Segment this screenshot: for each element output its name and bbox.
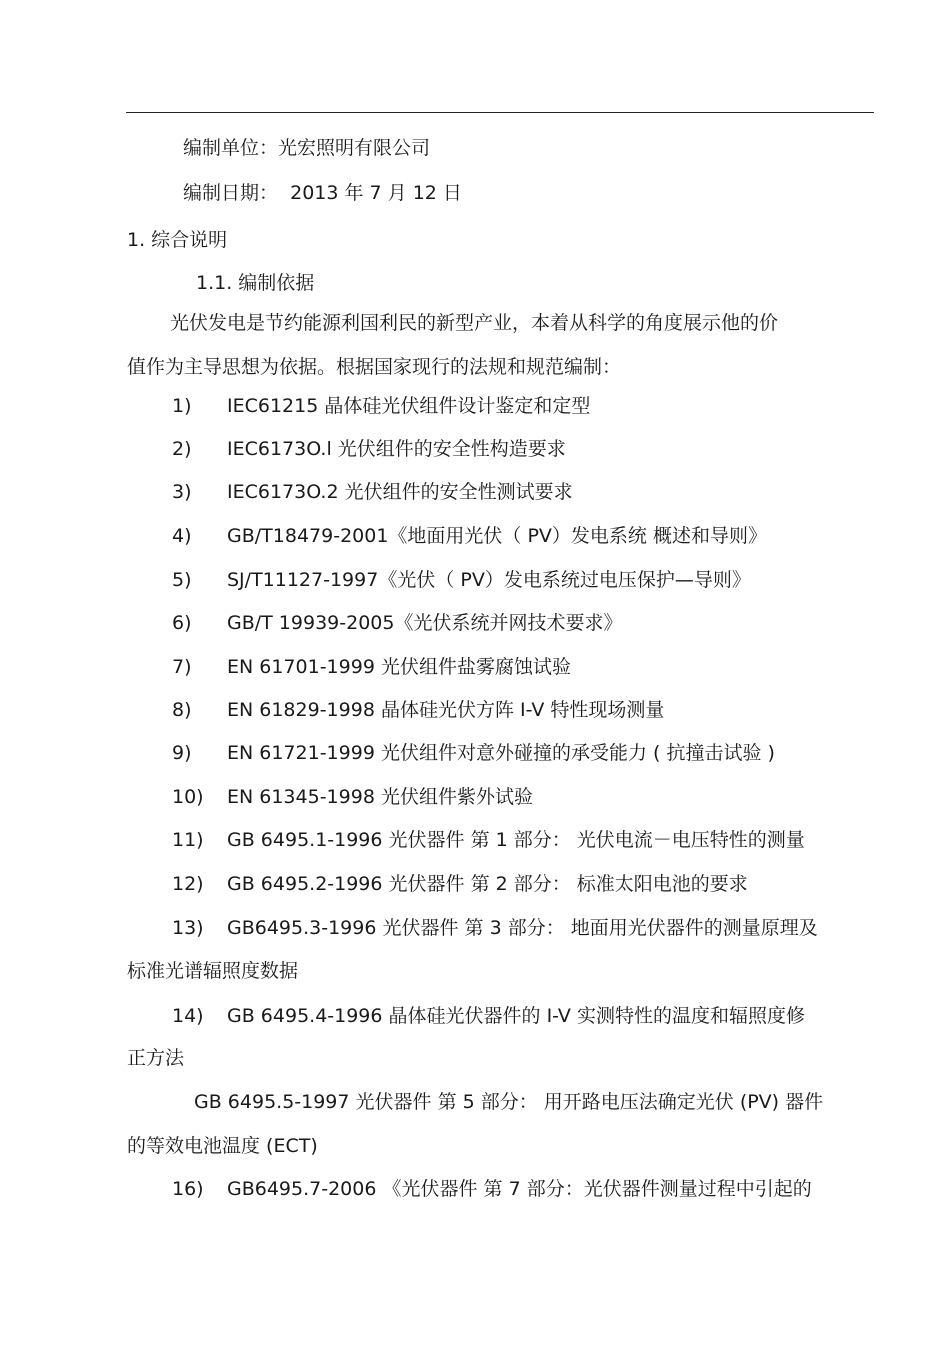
list-item-continuation: 标准光谱辐照度数据 [127,960,299,982]
compiler-unit-label: 编制单位： [183,137,279,159]
section-title: 1. 综合说明 [127,229,228,251]
list-item-text: GB 6495.5-1997 光伏器件 第 5 部分： 用开路电压法确定光伏 (PV) 器件 [194,1091,824,1113]
intro-line-1: 光伏发电是节约能源利国利民的新型产业，本着从科学的角度展示他的价 [170,312,779,334]
list-item-text: GB 6495.1-1996 光伏器件 第 1 部分： 光伏电流－电压特性的测量 [227,829,805,851]
list-item-number: 16) [172,1178,204,1200]
intro-line-2: 值作为主导思想为依据。根据国家现行的法规和规范编制： [127,356,622,378]
list-item-number: 12) [172,873,204,895]
list-item-text: EN 61721-1999 光伏组件对意外碰撞的承受能力 ( 抗撞击试验 ) [227,742,775,764]
list-item-number: 2) [172,438,192,460]
list-item-number: 11) [172,829,204,851]
list-item-text: GB6495.7-2006 《光伏器件 第 7 部分：光伏器件测量过程中引起的 [227,1178,812,1200]
compiler-unit-line [183,136,430,160]
list-item-text: GB 6495.4-1996 晶体硅光伏器件的 I-V 实测特性的温度和辐照度修 [227,1005,805,1027]
compile-date-line [183,181,462,205]
list-item-number: 7) [172,656,192,678]
list-item-number: 3) [172,481,192,503]
list-item-text: SJ/T11127-1997《光伏（ PV）发电系统过电压保护—导则》 [227,569,751,591]
list-item-text: GB/T 19939-2005《光伏系统并网技术要求》 [227,612,623,634]
list-item-number: 4) [172,525,192,547]
list-item-number: 14) [172,1005,204,1027]
list-item-continuation: 的等效电池温度 (ECT) [127,1135,318,1157]
list-item-text: EN 61701-1999 光伏组件盐雾腐蚀试验 [227,656,571,678]
list-item-text: EN 61345-1998 光伏组件紫外试验 [227,786,533,808]
compile-date-label: 编制日期： [183,182,279,204]
list-item-number: 13) [172,917,204,939]
header-rule [126,112,874,113]
subsection-title: 1.1. 编制依据 [196,272,315,294]
list-item-number: 5) [172,569,192,591]
list-item-text: IEC61215 晶体硅光伏组件设计鉴定和定型 [227,395,591,417]
list-item-number: 1) [172,395,192,417]
list-item-text: IEC6173O.l 光伏组件的安全性构造要求 [227,438,566,460]
list-item-number: 6) [172,612,192,634]
list-item-number: 8) [172,699,192,721]
list-item-text: EN 61829-1998 晶体硅光伏方阵 I-V 特性现场测量 [227,699,665,721]
list-item-text: IEC6173O.2 光伏组件的安全性测试要求 [227,481,573,503]
list-item-text: GB/T18479-2001《地面用光伏（ PV）发电系统 概述和导则》 [227,525,767,547]
list-item-number: 9) [172,742,192,764]
list-item-text: GB 6495.2-1996 光伏器件 第 2 部分： 标准太阳电池的要求 [227,873,748,895]
compile-date-value: 2013 年 7 月 12 日 [290,182,462,204]
list-item-number: 10) [172,786,204,808]
compiler-unit-value: 光宏照明有限公司 [278,137,431,159]
list-item-text: GB6495.3-1996 光伏器件 第 3 部分： 地面用光伏器件的测量原理及 [227,917,818,939]
list-item-continuation: 正方法 [127,1047,185,1069]
